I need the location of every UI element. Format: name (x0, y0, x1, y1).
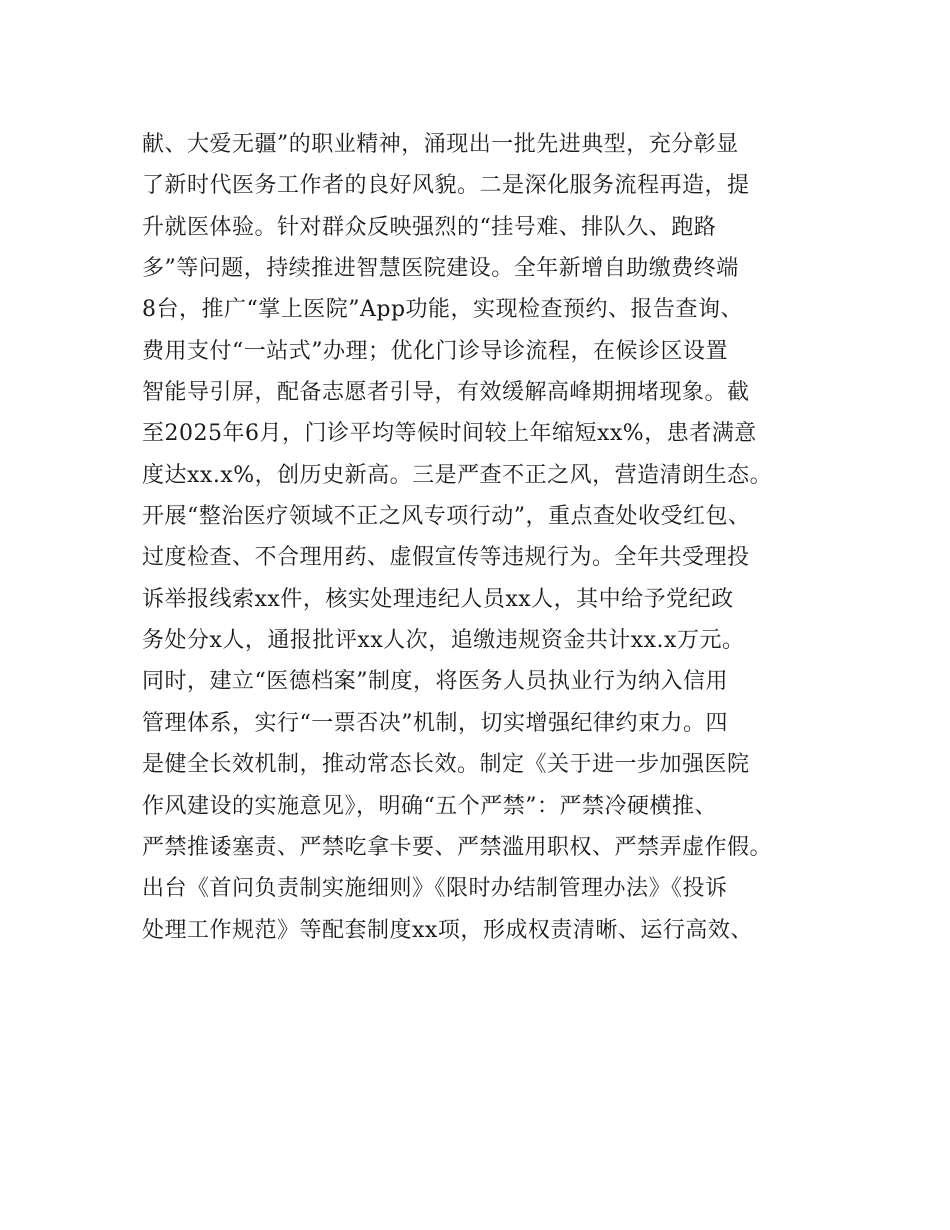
text-line: 作风建设的实施意见》，明确“五个严禁”：严禁冷硬横推、 (142, 793, 717, 819)
text-line: 过度检查、不合理用药、虚假宣传等违规行为。全年共受理投 (142, 545, 750, 571)
text-line: 诉举报线索xx件，核实处理违纪人员xx人，其中给予党纪政 (142, 586, 734, 612)
body-text (142, 124, 832, 951)
text-line: 开展“整治医疗领域不正之风专项行动”，重点查处收受红包、 (142, 504, 751, 530)
text-line: 献、大爱无疆”的职业精神，涌现出一批先进典型，充分彰显 (142, 132, 739, 157)
text-line: 智能导引屏，配备志愿者引导，有效缓解高峰期拥堵现象。截 (142, 380, 750, 406)
text-line: 务处分x人，通报批评xx人次，追缴违规资金共计xx.x万元。 (142, 628, 745, 654)
text-line: 度达xx.x%，创历史新高。三是严查不正之风，营造清朗生态。 (142, 462, 773, 488)
text-line: 多”等问题，持续推进智慧医院建设。全年新增自助缴费终端 (142, 256, 739, 282)
text-line: 出台《首问负责制实施细则》《限时办结制管理办法》《投诉 (142, 876, 728, 902)
text-line: 处理工作规范》等配套制度xx项，形成权责清晰、运行高效、 (142, 917, 753, 943)
text-line: 是健全长效机制，推动常态长效。制定《关于进一步加强医院 (142, 752, 750, 778)
text-line: 管理体系，实行“一票否决”机制，切实增强纪律约束力。四 (142, 710, 728, 736)
text-line: 严禁推诿塞责、严禁吃拿卡要、严禁滥用职权、严禁弄虚作假。 (142, 834, 773, 860)
text-line: 同时，建立“医德档案”制度，将医务人员执业行为纳入信用 (142, 669, 728, 695)
text-line: 8台，推广“掌上医院”App功能，实现检查预约、报告查询、 (142, 297, 744, 323)
text-line: 费用支付“一站式”办理；优化门诊导诊流程，在候诊区设置 (142, 338, 728, 364)
text-line: 至2025年6月，门诊平均等候时间较上年缩短xx%，患者满意 (142, 421, 757, 447)
text-line: 升就医体验。针对群众反映强烈的“挂号难、排队久、跑路 (142, 214, 717, 240)
text-line: 了新时代医务工作者的良好风貌。二是深化服务流程再造，提 (142, 173, 750, 199)
